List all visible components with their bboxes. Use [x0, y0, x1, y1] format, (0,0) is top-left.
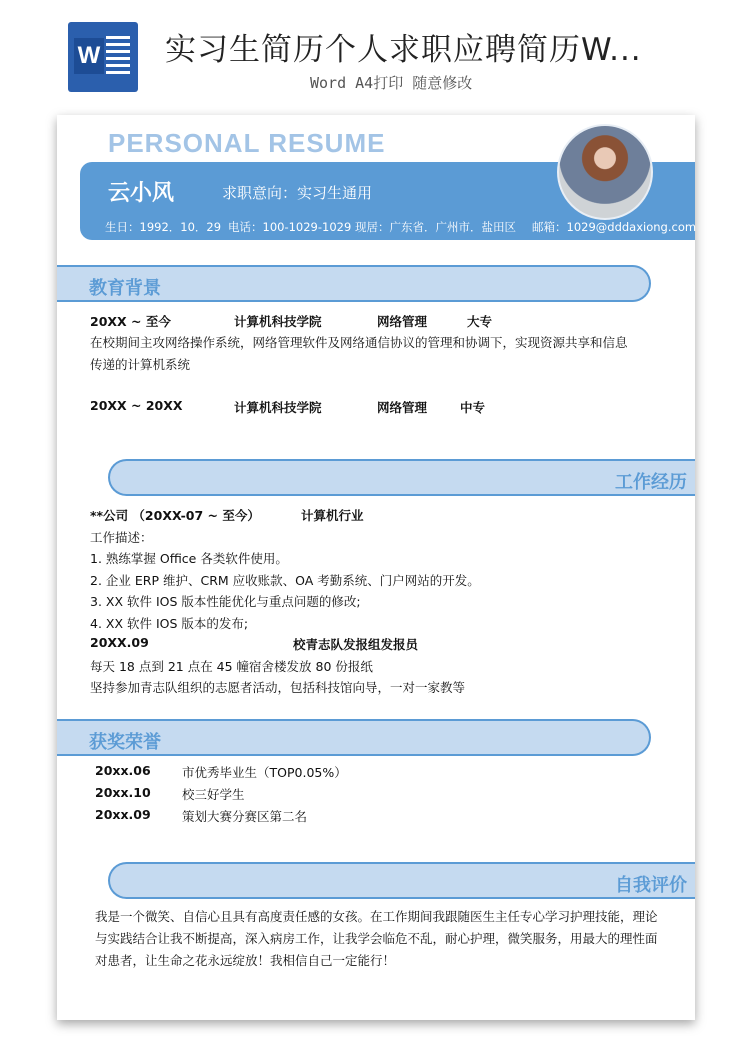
- phone: 电话：100-1029-1029: [228, 220, 352, 234]
- self-eval-line: 对患者，让生命之花永远绽放！我相信自己一定能行！: [95, 953, 396, 968]
- edu-period: 20XX ~ 至今: [90, 314, 171, 329]
- self-eval-header: 自我评价: [108, 862, 695, 899]
- award-name: 策划大赛分赛区第二名: [182, 809, 308, 824]
- email: 邮箱：1029@dddaxiong.com: [532, 220, 697, 234]
- edu-degree: 中专: [460, 400, 486, 415]
- edu-major: 网络管理: [377, 400, 428, 415]
- education-header: 教育背景: [57, 265, 651, 302]
- edu-period: 20XX ~ 20XX: [90, 398, 183, 413]
- job-line: 坚持参加青志队组织的志愿者活动，包括科技馆向导，一对一家教等: [90, 680, 466, 695]
- edu-desc: 在校期间主攻网络操作系统，网络管理软件及网络通信协议的管理和协调下，实现资源共享和信息: [90, 335, 628, 350]
- candidate-name: 云小风: [108, 181, 175, 206]
- job-date: 20XX.09: [90, 635, 149, 650]
- edu-desc: 传递的计算机系统: [90, 357, 191, 372]
- job-line: 1. 熟练掌握 Office 各类软件使用。: [90, 551, 288, 566]
- edu-school: 计算机科技学院: [234, 400, 322, 415]
- self-eval-line: 我是一个微笑、自信心且具有高度责任感的女孩。在工作期间我跟随医生主任专心学习护理技能，理论: [95, 909, 658, 924]
- edu-major: 网络管理: [377, 314, 428, 329]
- job-industry: 计算机行业: [301, 508, 364, 523]
- award-date: 20xx.06: [95, 763, 151, 778]
- job-line: 3. XX 软件 IOS 版本性能优化与重点问题的修改;: [90, 594, 361, 609]
- birthday: 生日：1992．10．29: [105, 220, 222, 234]
- work-header: 工作经历: [108, 459, 695, 496]
- award-name: 校三好学生: [182, 787, 245, 802]
- job-line: 工作描述：: [90, 530, 153, 545]
- document-title: 实习生简历个人求职应聘简历W...: [165, 32, 642, 68]
- profile-photo: [557, 124, 653, 220]
- document-subtitle: Word A4打印 随意修改: [310, 74, 473, 92]
- job-role: 校青志队发报组发报员: [293, 637, 419, 652]
- word-icon: W: [68, 22, 138, 92]
- personal-resume-heading: PERSONAL RESUME: [108, 128, 386, 158]
- edu-school: 计算机科技学院: [234, 314, 322, 329]
- job-company: **公司 （20XX-07 ~ 至今）: [90, 508, 260, 523]
- job-intent: 求职意向：实习生通用: [222, 184, 373, 202]
- awards-header: 获奖荣誉: [57, 719, 651, 756]
- job-line: 每天 18 点到 21 点在 45 幢宿舍楼发放 80 份报纸: [90, 659, 373, 674]
- self-eval-line: 与实践结合让我不断提高，深入病房工作，让我学会临危不乱，耐心护理，微笑服务，用最大的理性面: [95, 931, 658, 946]
- award-date: 20xx.09: [95, 807, 151, 822]
- edu-degree: 大专: [467, 314, 493, 329]
- job-line: 4. XX 软件 IOS 版本的发布;: [90, 616, 249, 631]
- award-name: 市优秀毕业生（TOP0.05%）: [182, 765, 347, 780]
- residence: 现居：广东省．广州市．盐田区: [355, 220, 516, 234]
- award-date: 20xx.10: [95, 785, 151, 800]
- job-line: 2. 企业 ERP 维护、CRM 应收账款、OA 考勤系统、门户网站的开发。: [90, 573, 480, 588]
